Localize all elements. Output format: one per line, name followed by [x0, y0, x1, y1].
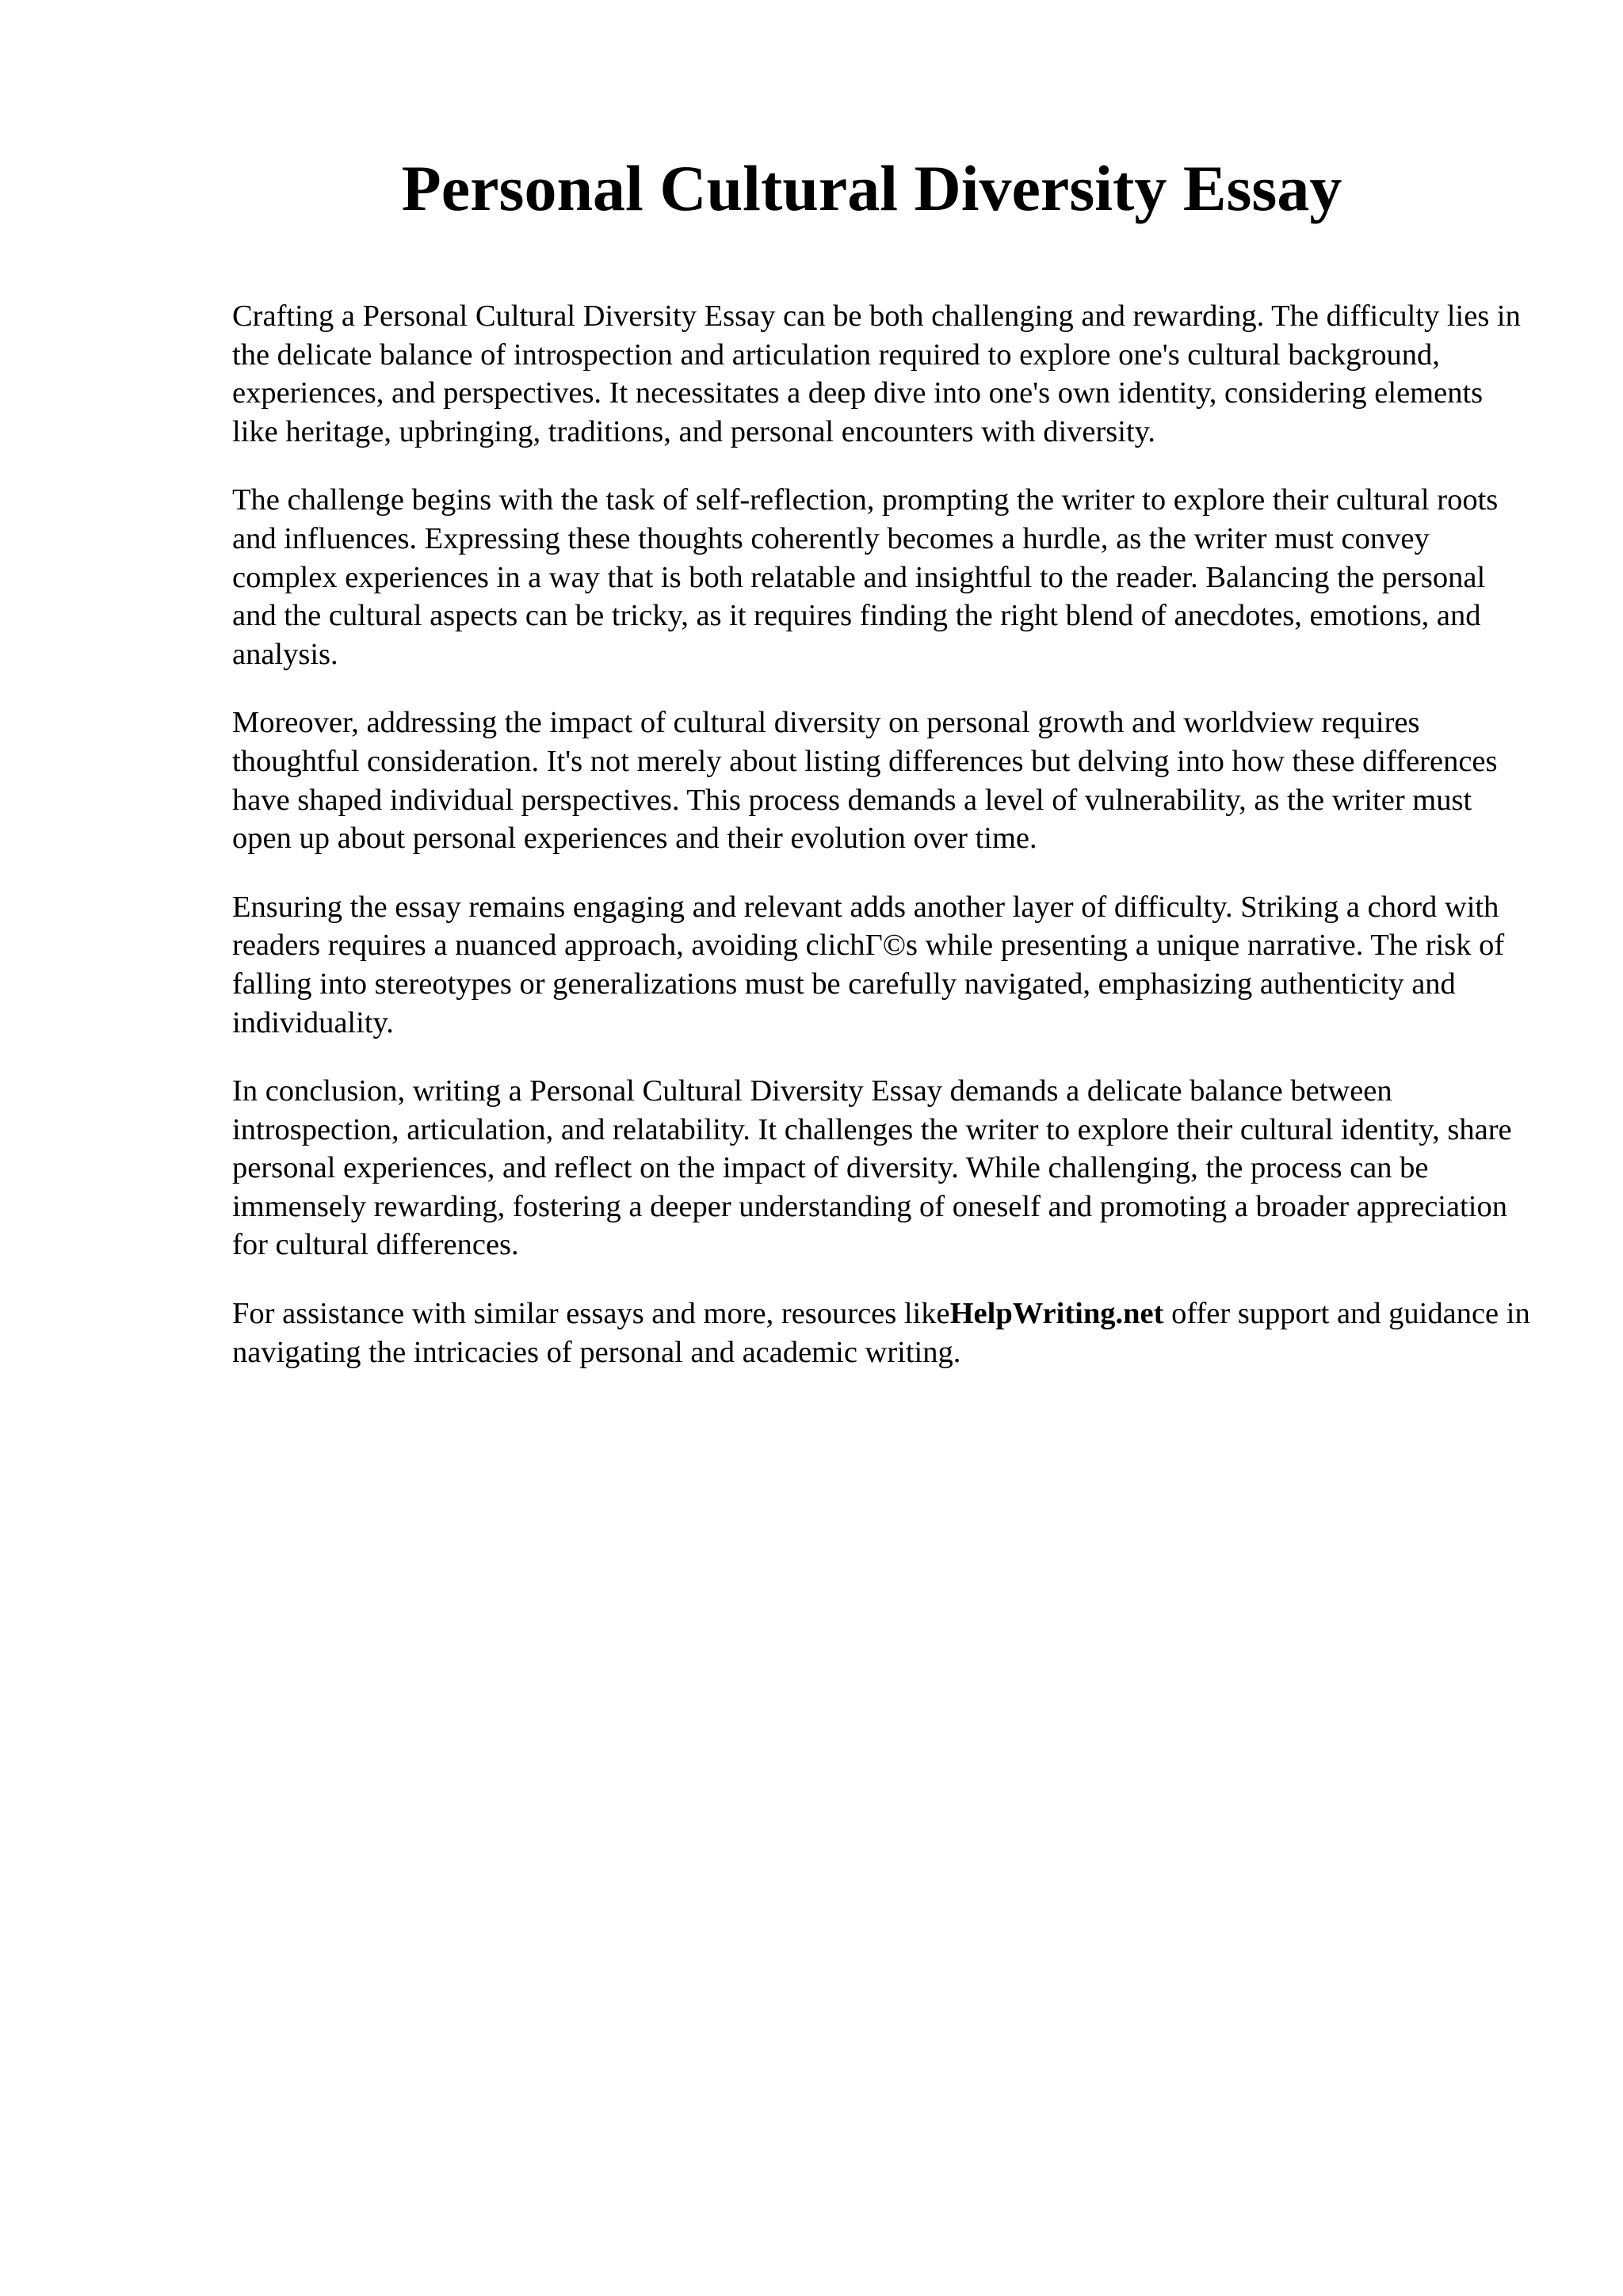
- closing-paragraph: [232, 1295, 1532, 1371]
- page-title: Personal Cultural Diversity Essay: [401, 152, 1342, 224]
- paragraph-3: Moreover, addressing the impact of cultural diversity on personal growth and worldview requires thoughtful consideration. It's not merely about listing differences but delving into how these differences have shaped individual perspectives. This process demands a level of vulnerability, as the writer must open up about personal experiences and their evolution over time.: [232, 706, 1498, 856]
- essay-body: [232, 297, 1532, 1402]
- paragraph-2: The challenge begins with the task of self-reflection, prompting the writer to explore their cultural roots and influences. Expressing these thoughts coherently becomes a hurdle, as the writer must convey complex experiences in a way that is both relatable and insightful to the reader. Balancing the personal and the cultural aspects can be tricky, as it requires finding the right blend of anecdotes, emotions, and analysis.: [232, 483, 1499, 671]
- paragraph-4: Ensuring the essay remains engaging and relevant adds another layer of difficulty. Striking a chord with readers requires a nuanced approach, avoiding clichΓ©s while presenting a unique narrative. The risk of falling into stereotypes or generalizations must be carefully navigated, emphasizing authenticity and individuality.: [232, 890, 1505, 1039]
- paragraph-1: Crafting a Personal Cultural Diversity Essay can be both challenging and rewarding. The difficulty lies in the delicate balance of introspection and articulation required to explore one's cultural background, experiences, and perspectives. It necessitates a deep dive into one's own identity, considering elements like heritage, upbringing, traditions, and personal encounters with diversity.: [232, 299, 1521, 448]
- closing-text-before: For assistance with similar essays and more, resources like: [232, 1297, 950, 1331]
- paragraph-5: In conclusion, writing a Personal Cultural Diversity Essay demands a delicate balance between introspection, articulation, and relatability. It challenges the writer to explore their cultural identity, share personal experiences, and reflect on the impact of diversity. While challenging, the process can be immensely rewarding, fostering a deeper understanding of oneself and promoting a broader appreciation for cultural differences.: [232, 1074, 1512, 1262]
- closing-text-after: offer support and guidance in navigating the intricacies of personal and academic writing.: [232, 1297, 1530, 1369]
- brand-link[interactable]: HelpWriting.net: [949, 1297, 1164, 1331]
